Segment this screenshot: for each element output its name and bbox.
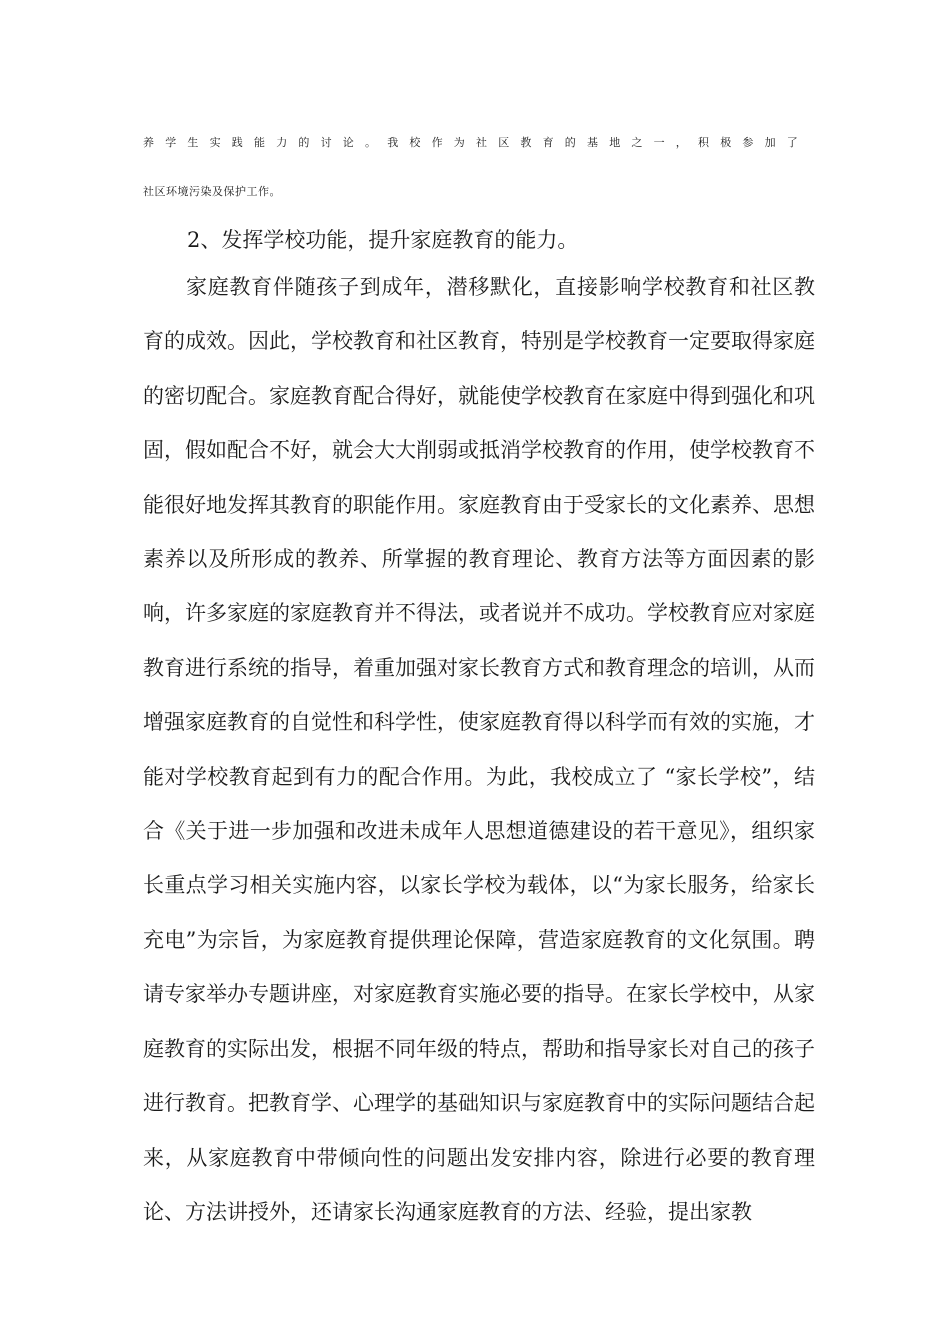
body-paragraph: 家庭教育伴随孩子到成年，潜移默化，直接影响学校教育和社区教育的成效。因此，学校教育和社区教育，特别是学校教育一定要取得家庭的密切配合。家庭教育配合得好，就能使学校教育在家庭中得到强化和巩固，假如配合不好，就会大大削弱或抵消学校教育的作用，使学校教育不能很好地发挥其教育的职能作用。家庭教育由于受家长的文化素养、思想素养以及所形成的教养、所掌握的教育理论、教育方法等方面因素的影响，许多家庭的家庭教育并不得法，或者说并不成功。学校教育应对家庭教育进行系统的指导，着重加强对家长教育方式和教育理念的培训，从而增强家庭教育的自觉性和科学性，使家庭教育得以科学而有效的实施，才能对学校教育起到有力的配合作用。为此，我校成立了 “家长学校”，结合《关于进一步加强和改进未成年人思想道德建设的若干意见》，组织家长重点学习相关实施内容，以家长学校为载体，以“为家长服务，给家长充电”为宗旨，为家庭教育提供理论保障，营造家庭教育的文化氛围。聘请专家举办专题讲座，对家庭教育实施必要的指导。在家长学校中，从家庭教育的实际出发，根据不同年级的特点，帮助和指导家长对自己的孩子进行教育。把教育学、心理学的基础知识与家庭教育中的实际问题结合起来，从家庭教育中带倾向性的问题出发安排内容，除进行必要的教育理论、方法讲授外，还请家长沟通家庭教育的方法、经验，提出家教 [143, 275, 815, 1224]
continuation-line: 养学生实践能力的讨论。我校作为社区教育的基地之一，积极参加了 [143, 136, 809, 149]
continuation-line-end: 社区环境污染及保护工作。 [143, 185, 281, 198]
section-heading: 2、发挥学校功能，提升家庭教育的能力。 [187, 228, 579, 252]
